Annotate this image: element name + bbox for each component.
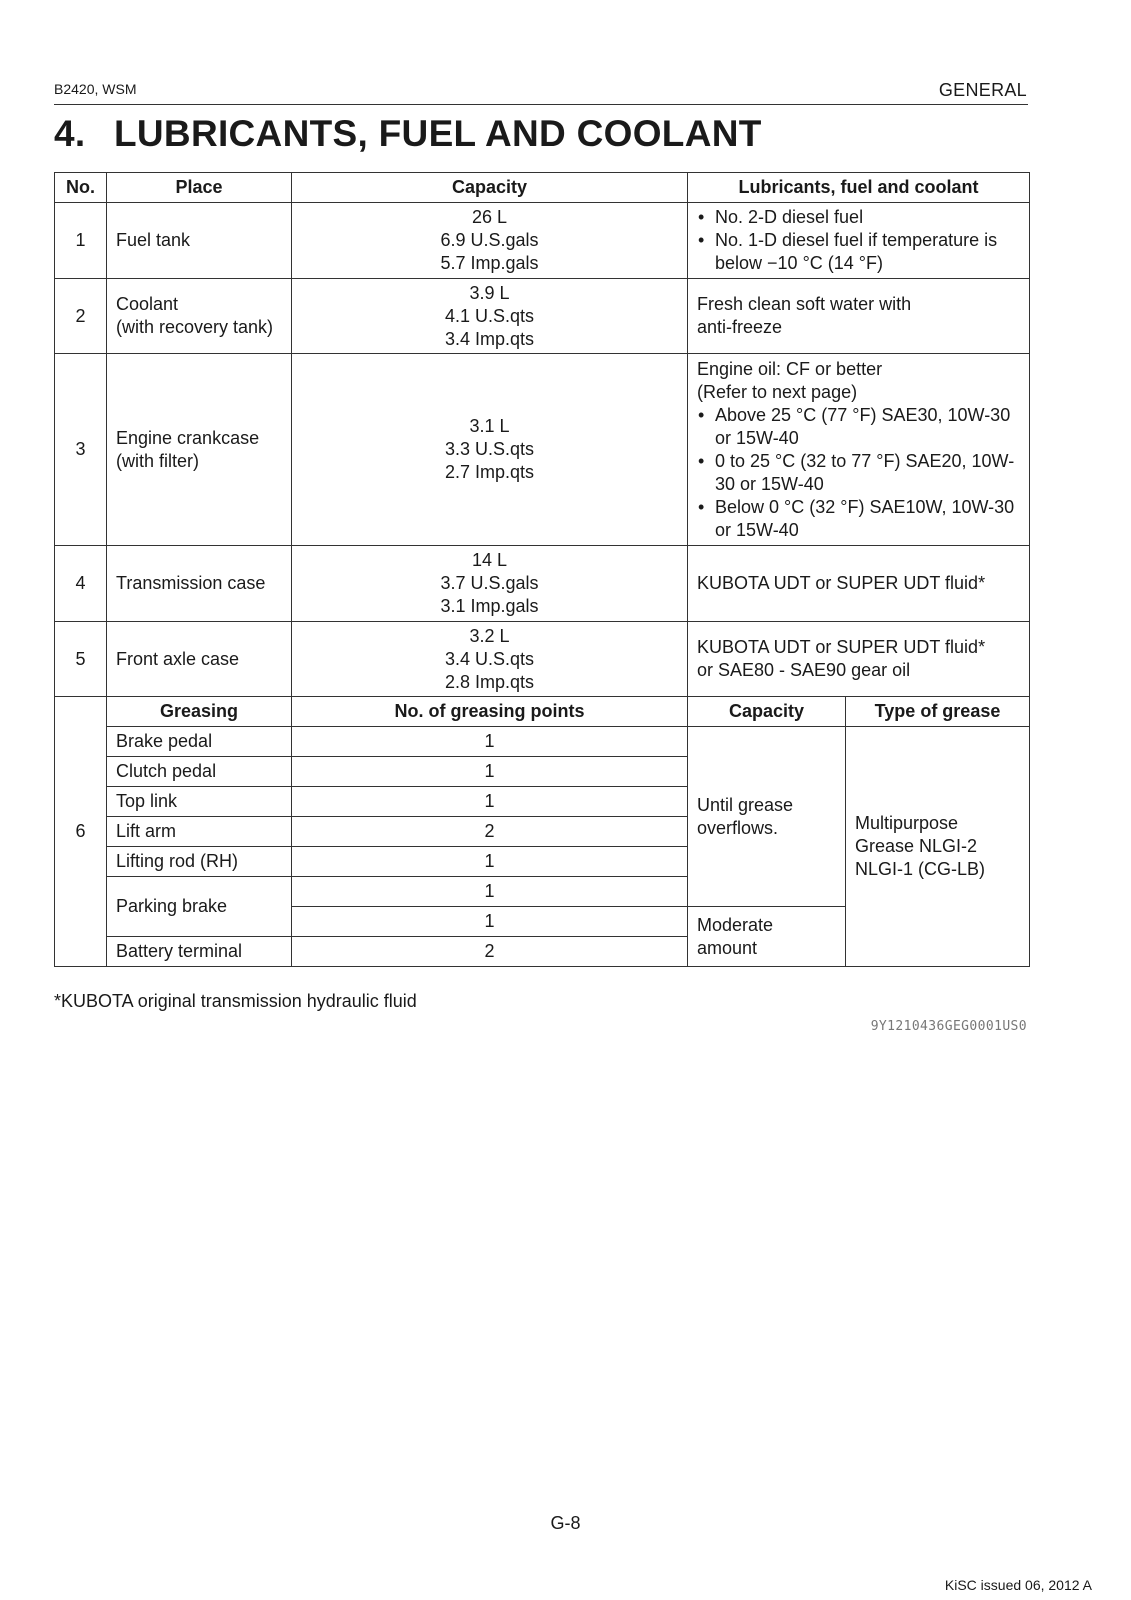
title-text: LUBRICANTS, FUEL AND COOLANT — [114, 113, 762, 154]
row-no: 2 — [55, 279, 107, 354]
col-header-lubricants: Lubricants, fuel and coolant — [688, 173, 1030, 203]
bullet-item: • No. 2-D diesel fuel — [688, 206, 1020, 229]
footnote: *KUBOTA original transmission hydraulic fluid — [54, 991, 417, 1011]
greasing-points: 1 — [292, 787, 688, 817]
greasing-points: 1 — [292, 757, 688, 787]
grease-type-line: NLGI-1 (CG-LB) — [855, 859, 986, 879]
capacity-line: 6.9 U.S.gals — [440, 230, 539, 250]
row-place — [107, 354, 292, 546]
row-place — [107, 203, 292, 279]
row-no: 3 — [55, 354, 107, 546]
table-row — [55, 727, 1030, 757]
row-capacity — [292, 279, 688, 354]
row-place — [107, 622, 292, 697]
bullet-list — [688, 404, 1020, 542]
header-rule — [54, 104, 1028, 105]
capacity-line: 26 L — [471, 207, 508, 227]
row-lubricant — [688, 622, 1030, 697]
bullet-item: • 0 to 25 °C (32 to 77 °F) SAE20, 10W-30 or 15W-40 — [688, 450, 1020, 496]
lubricant-line: KUBOTA UDT or SUPER UDT fluid* — [697, 573, 986, 593]
greasing-capacity — [688, 727, 846, 907]
row-no: 6 — [55, 697, 107, 967]
greasing-header: Capacity — [688, 697, 846, 727]
grease-type — [846, 727, 1030, 967]
greasing-place: Battery terminal — [107, 937, 292, 967]
greasing-points: 1 — [292, 727, 688, 757]
bullet-list — [688, 206, 1020, 275]
greasing-place: Top link — [107, 787, 292, 817]
capacity-line: 3.7 U.S.gals — [440, 573, 539, 593]
greasing-points: 1 — [292, 847, 688, 877]
capacity-line: 2.7 Imp.qts — [444, 462, 535, 482]
greasing-place: Lifting rod (RH) — [107, 847, 292, 877]
greasing-capacity — [688, 907, 846, 967]
grease-type-line: Grease NLGI-2 — [855, 836, 978, 856]
place-line: (with filter) — [116, 450, 200, 471]
lubricant-line: Fresh clean soft water with — [697, 294, 912, 314]
row-lubricant — [688, 279, 1030, 354]
col-header-no: No. — [55, 173, 107, 203]
capacity-line: 3.4 U.S.qts — [444, 648, 535, 669]
lubricant-line: (Refer to next page) — [697, 381, 858, 402]
bullet-item: • Below 0 °C (32 °F) SAE10W, 10W-30 or 15W-40 — [688, 496, 1020, 542]
greasing-place: Parking brake — [107, 877, 292, 937]
greasing-header: Type of grease — [846, 697, 1030, 727]
table-row — [55, 354, 1030, 546]
place-line: (with recovery tank) — [116, 317, 274, 337]
capacity-line: 4.1 U.S.qts — [444, 305, 535, 326]
greasing-points: 2 — [292, 937, 688, 967]
row-capacity — [292, 622, 688, 697]
greasing-header-row — [55, 697, 1030, 727]
row-no: 1 — [55, 203, 107, 279]
greasing-header: Greasing — [107, 697, 292, 727]
bullet-item: • No. 1-D diesel fuel if temperature is below −10 °C (14 °F) — [688, 229, 1020, 275]
bullet-item: • Above 25 °C (77 °F) SAE30, 10W-30 or 15W-40 — [688, 404, 1020, 450]
table-header-row — [55, 173, 1030, 203]
issue-note: KiSC issued 06, 2012 A — [944, 1577, 1092, 1593]
greasing-header: No. of greasing points — [292, 697, 688, 727]
page-number: G-8 — [550, 1513, 581, 1533]
title-number: 4. — [54, 113, 86, 154]
row-no: 4 — [55, 546, 107, 622]
page-title — [54, 113, 762, 155]
row-lubricant — [688, 203, 1030, 279]
col-header-capacity: Capacity — [292, 173, 688, 203]
lubricant-line: KUBOTA UDT or SUPER UDT fluid* — [697, 637, 986, 657]
capacity-line: overflows. — [697, 817, 779, 838]
greasing-place: Lift arm — [107, 817, 292, 847]
row-capacity — [292, 203, 688, 279]
lubricant-line: Engine oil: CF or better — [697, 358, 883, 379]
place-line: Engine crankcase — [116, 427, 260, 448]
greasing-place: Brake pedal — [107, 727, 292, 757]
lubricant-line: or SAE80 - SAE90 gear oil — [697, 660, 911, 680]
capacity-line: 3.3 U.S.qts — [444, 439, 535, 459]
table-row — [55, 203, 1030, 279]
capacity-line: Moderate — [697, 914, 774, 935]
capacity-line: 3.1 Imp.gals — [440, 596, 539, 616]
row-capacity — [292, 546, 688, 622]
row-place — [107, 546, 292, 622]
table-row — [55, 546, 1030, 622]
table-row — [55, 279, 1030, 354]
row-capacity — [292, 354, 688, 546]
place-line: Coolant — [116, 294, 179, 314]
greasing-points: 2 — [292, 817, 688, 847]
capacity-line: 3.2 L — [469, 625, 510, 646]
capacity-line: 3.9 L — [469, 282, 510, 303]
row-place — [107, 279, 292, 354]
lubricant-line: anti-freeze — [697, 317, 783, 337]
col-header-place: Place — [107, 173, 292, 203]
capacity-line: 2.8 Imp.qts — [444, 671, 535, 692]
capacity-line: 5.7 Imp.gals — [440, 253, 539, 273]
document-code: 9Y1210436GEG0001US0 — [870, 1019, 1027, 1034]
place-line: Fuel tank — [116, 230, 191, 250]
capacity-line: 3.4 Imp.qts — [444, 328, 535, 349]
capacity-line: Until grease — [697, 794, 794, 815]
table-row — [55, 622, 1030, 697]
row-lubricant — [688, 354, 1030, 546]
capacity-line: 14 L — [471, 550, 508, 570]
greasing-points: 1 — [292, 877, 688, 907]
capacity-line: amount — [697, 937, 758, 958]
row-lubricant — [688, 546, 1030, 622]
capacity-line: 3.1 L — [469, 416, 510, 436]
greasing-place: Clutch pedal — [107, 757, 292, 787]
row-no: 5 — [55, 622, 107, 697]
lubricants-table — [54, 172, 1030, 967]
place-line: Front axle case — [116, 648, 240, 669]
place-line: Transmission case — [116, 573, 266, 593]
header-section: GENERAL — [938, 80, 1027, 100]
greasing-points: 1 — [292, 907, 688, 937]
header-model: B2420, WSM — [54, 81, 137, 97]
grease-type-line: Multipurpose — [855, 813, 959, 833]
